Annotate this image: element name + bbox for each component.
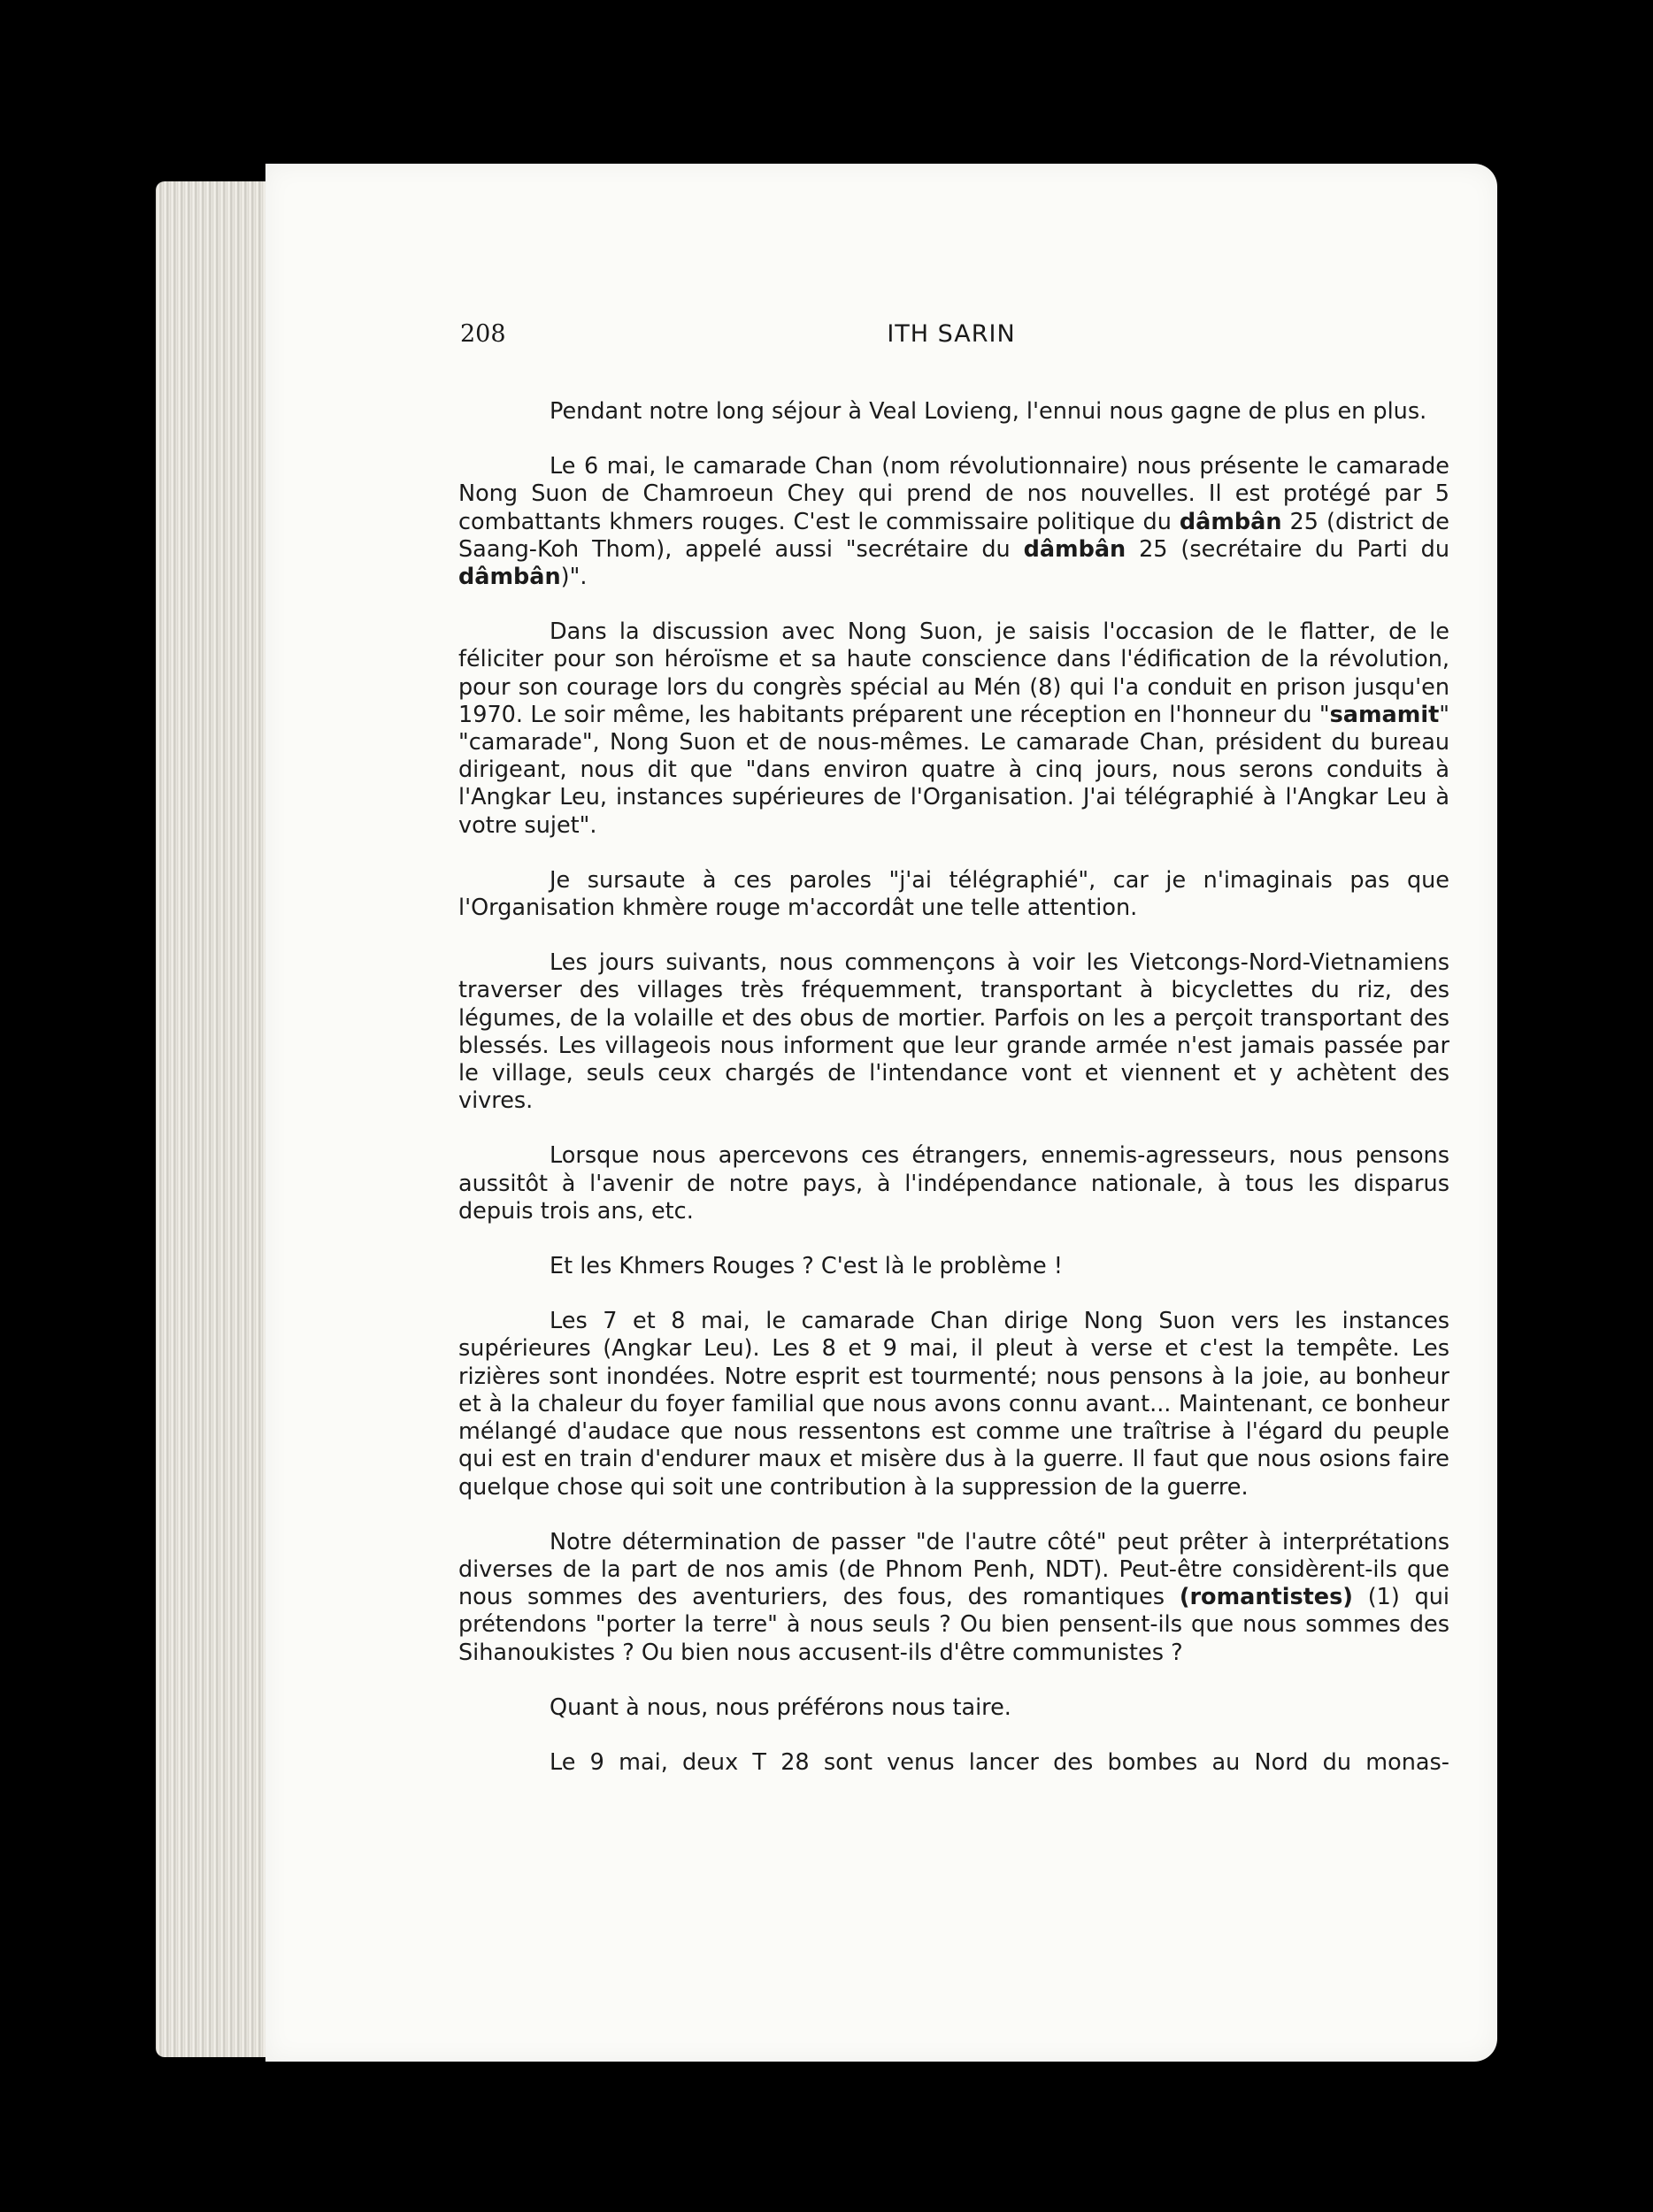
- page-number: 208: [460, 320, 506, 348]
- paragraph-5: Les jours suivants, nous commençons à voir les Vietcongs-Nord-Vietnamiens traverser des villages très fréquemment, transportant à bicyclettes du riz, des légumes, de la volaille et des obus de mortier. Parfois on les a perçoit transportant des blessés. Les villageois nous informent que leur grande armée n'est jamais passée par le village, seuls ceux chargés de l'intendance vont et viennent et y achètent des vivres.: [458, 949, 1449, 1115]
- paragraph-3: Dans la discussion avec Nong Suon, je saisis l'occasion de le flatter, de le féliciter pour son héroïsme et sa haute conscience dans l'édification de la révolution, pour son courage lors du congrès spécial au Mén (8) qui l'a conduit en prison jusqu'en 1970. Le soir même, les habitants préparent une réception en l'honneur du "samamit" "camarade", Nong Suon et de nous-mêmes. Le camarade Chan, président du bureau dirigeant, nous dit que "dans environ quatre à cinq jours, nous serons conduits à l'Angkar Leu, instances supérieures de l'Organisation. J'ai télégraphié à l'Angkar Leu à votre sujet".: [458, 618, 1449, 839]
- paragraph-2: Le 6 mai, le camarade Chan (nom révolutionnaire) nous présente le camarade Nong Suon de Chamroeun Chey qui prend de nos nouvelles. Il est protégé par 5 combattants khmers rouges. C'est le commissaire politique du dâmbân 25 (district de Saang-Koh Thom), appelé aussi "secrétaire du dâmbân 25 (secrétaire du Parti du dâmbân)".: [458, 453, 1449, 591]
- paragraph-8: Les 7 et 8 mai, le camarade Chan dirige Nong Suon vers les instances supérieures (Angkar Leu). Les 8 et 9 mai, il pleut à verse et c'est la tempête. Les rizières sont inondées. Notre esprit est tourmenté; nous pensons à la joie, au bonheur et à la chaleur du foyer familial que nous avons connu avant... Maintenant, ce bonheur mélangé d'audace que nous ressentons est comme une traîtrise à l'égard du peuple qui est en train d'endurer maux et misère dus à la guerre. Il faut que nous osions faire quelque chose qui soit une contribution à la suppression de la guerre.: [458, 1308, 1449, 1501]
- term-samamit: samamit: [1329, 701, 1440, 728]
- term-damban: dâmbân: [458, 564, 561, 591]
- book-page: [265, 164, 1497, 2062]
- term-romantistes: (romantistes): [1179, 1584, 1353, 1611]
- paragraph-1: Pendant notre long séjour à Veal Lovieng, l'ennui nous gagne de plus en plus.: [550, 398, 1427, 425]
- term-damban: dâmbân: [1179, 508, 1282, 535]
- paragraph-10: Quant à nous, nous préférons nous taire.: [550, 1694, 1011, 1721]
- term-damban: dâmbân: [1023, 535, 1126, 563]
- paragraph-9: Notre détermination de passer "de l'autre côté" peut prêter à interprétations diverses de la part de nos amis (de Phnom Penh, NDT). Peut-être considèrent-ils que nous sommes des aventuriers, des fous, des romantiques (romantistes) (1) qui prétendons "porter la terre" à nous seuls ? Ou bien pensent-ils que nous sommes des Sihanoukistes ? Ou bien nous accusent-ils d'être communistes ?: [458, 1528, 1449, 1666]
- paragraph-11: Le 9 mai, deux T 28 sont venus lancer des bombes au Nord du monas-: [550, 1748, 1449, 1776]
- running-title: ITH SARIN: [887, 320, 1016, 348]
- paragraph-4: Je sursaute à ces paroles "j'ai télégraphié", car je n'imaginais pas que l'Organisation khmère rouge m'accordât une telle attention.: [458, 866, 1449, 922]
- paragraph-6: Lorsque nous apercevons ces étrangers, ennemis-agresseurs, nous pensons aussitôt à l'avenir de notre pays, à l'indépendance nationale, à tous les disparus depuis trois ans, etc.: [458, 1142, 1449, 1225]
- paragraph-7: Et les Khmers Rouges ? C'est là le problème !: [550, 1253, 1064, 1280]
- body-text: [458, 398, 1449, 1777]
- page-header: [460, 320, 1442, 356]
- page-edges: [156, 181, 280, 2057]
